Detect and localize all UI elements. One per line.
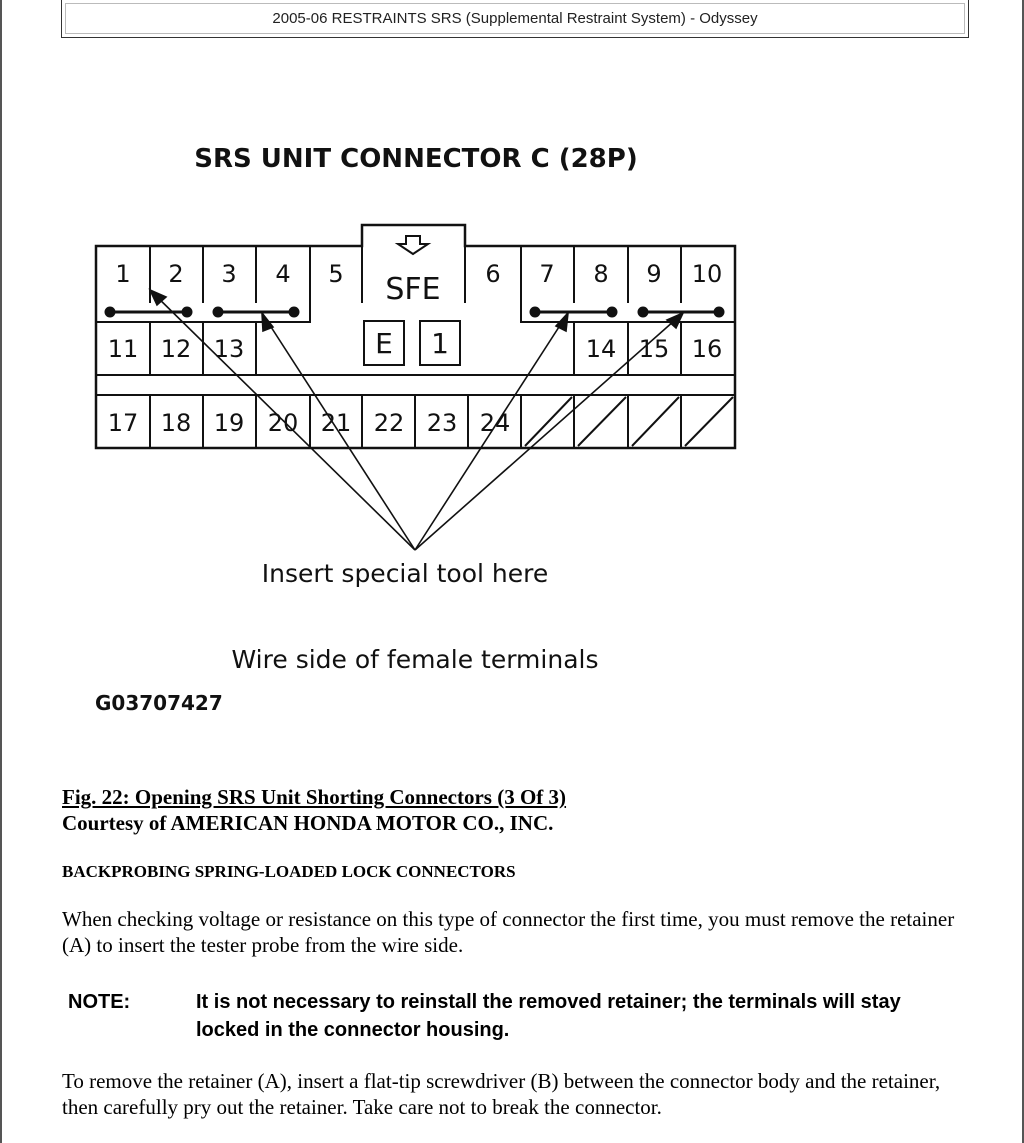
- callout-label: Insert special tool here: [261, 559, 549, 588]
- terminal-11: 11: [107, 335, 139, 363]
- terminal-9: 9: [646, 260, 662, 288]
- terminal-16: 16: [691, 335, 723, 363]
- terminal-22: 22: [373, 409, 405, 437]
- terminal-2: 2: [168, 260, 184, 288]
- terminal-14: 14: [585, 335, 617, 363]
- terminal-1: 1: [115, 260, 131, 288]
- arrow-up-icon: [398, 236, 428, 254]
- terminal-23: 23: [426, 409, 458, 437]
- figure-caption: [62, 784, 566, 836]
- diagram-code: G03707427: [95, 691, 223, 715]
- terminal-5: 5: [328, 260, 344, 288]
- terminal-15: 15: [638, 335, 670, 363]
- terminal-21: 21: [320, 409, 352, 437]
- sfe-label: SFE: [385, 272, 441, 307]
- paragraph-1: When checking voltage or resistance on this type of connector the first time, you must remove the retainer (A) to insert the tester probe from the wire side.: [62, 907, 955, 957]
- row2-labels: [108, 327, 723, 363]
- shorting-bars: [106, 308, 723, 316]
- diagram-subtitle: Wire side of female terminals: [231, 645, 599, 674]
- terminal-12: 12: [160, 335, 192, 363]
- terminal-13: 13: [213, 335, 245, 363]
- terminal-17: 17: [107, 409, 139, 437]
- terminal-24: 24: [479, 409, 511, 437]
- figure-title: Fig. 22: Opening SRS Unit Shorting Connectors (3 Of 3): [62, 785, 567, 809]
- paragraph-2: To remove the retainer (A), insert a flat-tip screwdriver (B) between the connector body and the retainer, then carefully pry out the retainer. Take care not to break the connector.: [62, 1069, 941, 1119]
- figure-courtesy: Courtesy of AMERICAN HONDA MOTOR CO., INC.: [62, 811, 554, 835]
- terminal-center-1: 1: [431, 327, 449, 360]
- terminal-10: 10: [691, 260, 723, 288]
- terminal-19: 19: [213, 409, 245, 437]
- terminal-3: 3: [221, 260, 237, 288]
- terminal-6: 6: [485, 260, 501, 288]
- section-heading: BACKPROBING SPRING-LOADED LOCK CONNECTORS: [62, 862, 516, 881]
- terminal-20: 20: [267, 409, 299, 437]
- terminal-8: 8: [593, 260, 609, 288]
- header-title: 2005-06 RESTRAINTS SRS (Supplemental Restraint System) - Odyssey: [65, 3, 965, 34]
- terminal-4: 4: [275, 260, 291, 288]
- terminal-18: 18: [160, 409, 192, 437]
- diagram-title: SRS UNIT CONNECTOR C (28P): [194, 144, 638, 174]
- terminal-e: E: [375, 327, 393, 360]
- note-text: It is not necessary to reinstall the removed retainer; the terminals will stay locked in the connector housing.: [196, 991, 901, 1041]
- note-label: NOTE:: [68, 991, 131, 1013]
- terminal-7: 7: [539, 260, 555, 288]
